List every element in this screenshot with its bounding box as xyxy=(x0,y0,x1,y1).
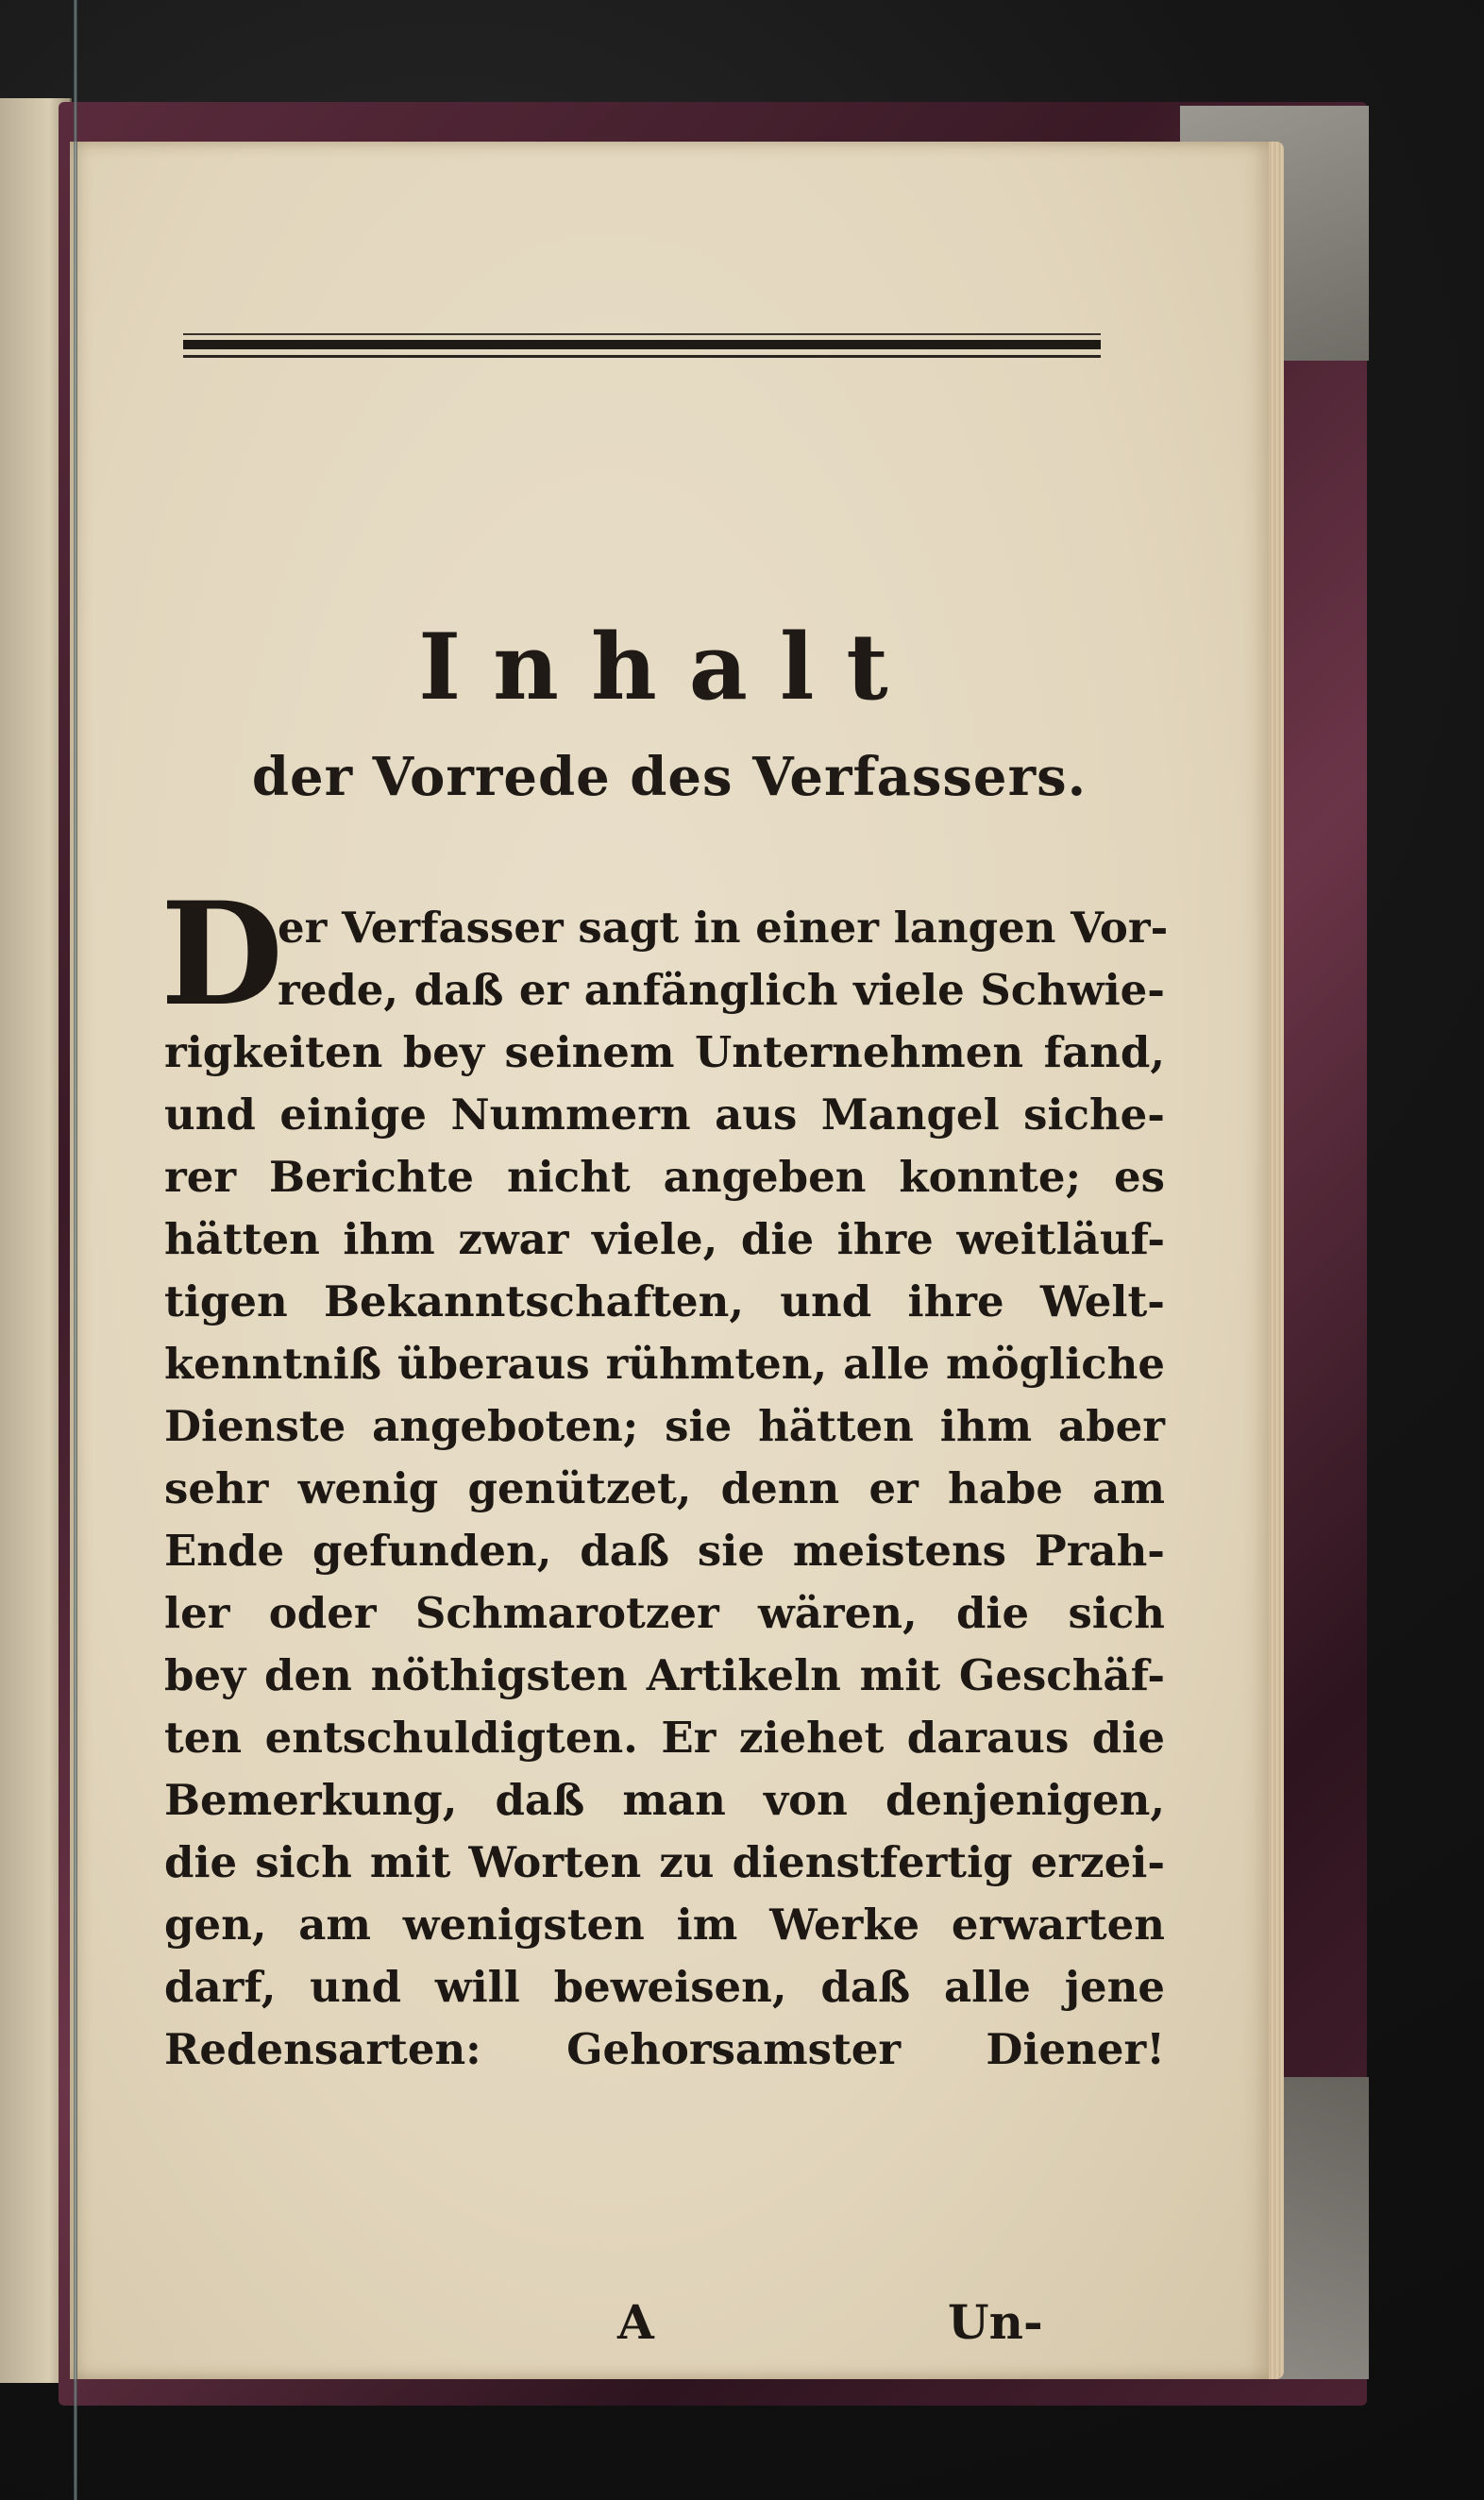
text-line: Redensarten: Gehorsamster Diener! xyxy=(164,2024,1165,2074)
text-line: Bemerkung, daß man von denjenigen, xyxy=(164,1775,1165,1825)
text-line: er Verfasser sagt in einer langen Vor- xyxy=(278,903,1169,953)
signature-mark: A xyxy=(617,2294,654,2350)
text-line: darf, und will beweisen, daß alle jene xyxy=(164,1962,1165,2012)
text-line: Ende gefunden, daß sie meistens Prah- xyxy=(164,1526,1165,1576)
text-line: ten entschuldigten. Er ziehet daraus die xyxy=(164,1713,1165,1763)
text-line: rer Berichte nicht angeben konnte; es xyxy=(164,1152,1165,1202)
header-rule-top xyxy=(183,333,1101,335)
text-line: sehr wenig genützet, denn er habe am xyxy=(164,1463,1165,1513)
page-title: Inhalt xyxy=(418,614,920,720)
text-line: bey den nöthigsten Artikeln mit Geschäf- xyxy=(164,1650,1165,1700)
page-footer xyxy=(70,2294,1269,2360)
text-line: kenntniß überaus rühmten, alle mögliche xyxy=(164,1339,1165,1389)
page-subtitle: der Vorrede des Verfassers. xyxy=(251,746,1088,808)
catchword: Un- xyxy=(948,2294,1043,2350)
text-line: gen, am wenigsten im Werke erwarten xyxy=(164,1900,1165,1950)
book-page xyxy=(70,142,1269,2379)
text-line: die sich mit Worten zu dienstfertig erzei- xyxy=(164,1837,1165,1887)
text-line: rede, daß er anfänglich viele Schwie- xyxy=(278,965,1165,1015)
text-line: Dienste angeboten; sie hätten ihm aber xyxy=(164,1401,1165,1451)
text-line: und einige Nummern aus Mangel siche- xyxy=(164,1090,1165,1140)
drop-cap: D xyxy=(160,871,284,1038)
body-text xyxy=(164,897,1169,2081)
text-line: hätten ihm zwar viele, die ihre weitläuf- xyxy=(164,1214,1165,1264)
text-line: ler oder Schmarotzer wären, die sich xyxy=(164,1588,1165,1638)
text-line: rigkeiten bey seinem Unternehmen fand, xyxy=(164,1027,1165,1077)
header-rule-thick xyxy=(183,340,1101,349)
header-rule-thin xyxy=(183,355,1101,358)
glass-clamp-edge xyxy=(74,0,77,2500)
text-line: tigen Bekanntschaften, und ihre Welt- xyxy=(164,1276,1165,1326)
